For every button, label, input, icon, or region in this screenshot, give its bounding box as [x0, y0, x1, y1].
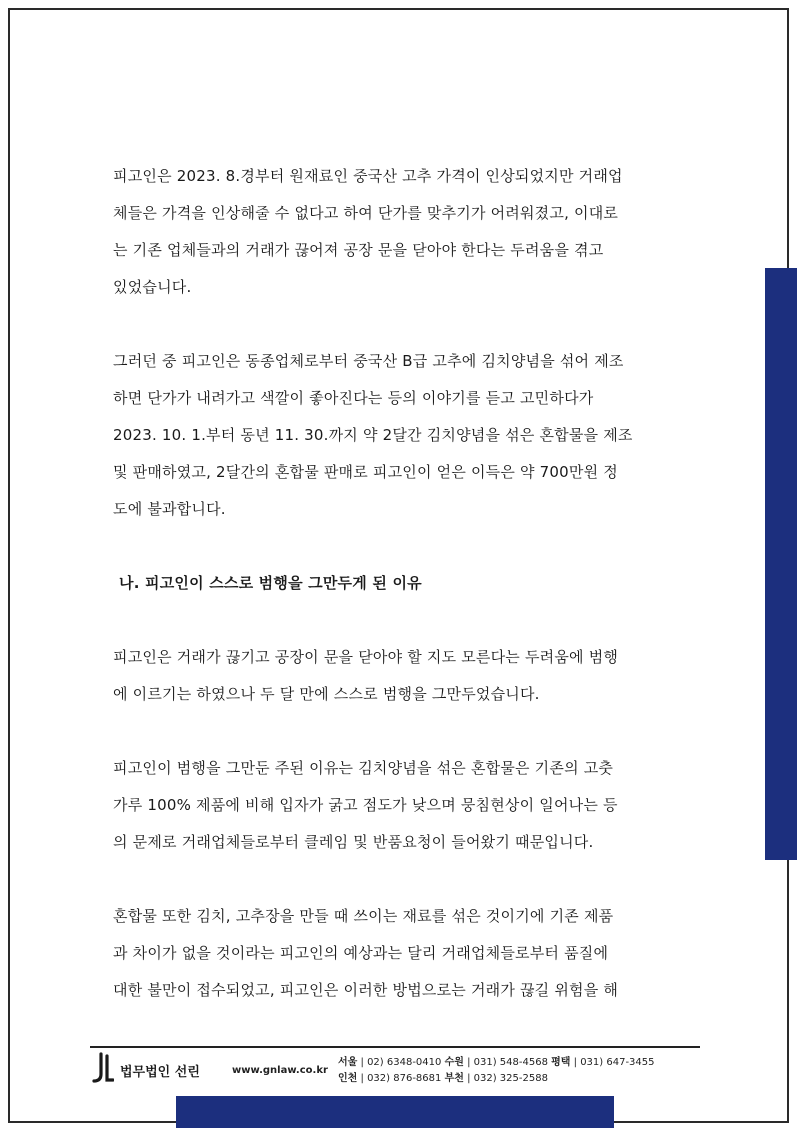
paragraph-line: 혼합물 또한 김치, 고추장을 만들 때 쓰이는 재료를 섞은 것이기에 기존 제품 [113, 907, 614, 925]
office-label: 서울 [338, 1057, 358, 1068]
office-number: 032) 876-8681 [367, 1073, 442, 1084]
office-number: 031) 548-4568 [473, 1057, 548, 1068]
firm-logo-icon [92, 1052, 114, 1084]
office-label: 수원 [444, 1057, 464, 1068]
paragraph-line: 는 기존 업체들과의 거래가 끊어져 공장 문을 닫아야 한다는 두려움을 겪고 [113, 241, 604, 259]
firm-website: www.gnlaw.co.kr [232, 1065, 328, 1076]
paragraph-line: 도에 불과합니다. [113, 500, 226, 518]
footer-rule [90, 1046, 700, 1048]
office-label: 인천 [338, 1073, 358, 1084]
side-accent-bar [765, 268, 797, 860]
document-body [113, 158, 713, 1046]
section-paragraphs [113, 639, 713, 1009]
office-number: 032) 325-2588 [473, 1073, 548, 1084]
section-heading: 나. 피고인이 스스로 범행을 그만두게 된 이유 [119, 574, 422, 592]
paragraph-line: 하면 단가가 내려가고 색깔이 좋아진다는 등의 이야기를 듣고 고민하다가 [113, 389, 594, 407]
letterhead-footer [90, 1046, 700, 1090]
paragraph-line: 체들은 가격을 인상해줄 수 없다고 하여 단가를 맞추기가 어려워졌고, 이대로 [113, 204, 619, 222]
paragraph [113, 898, 713, 1009]
contact-list [338, 1055, 655, 1087]
paragraph-line: 에 이르기는 하였으나 두 달 만에 스스로 범행을 그만두었습니다. [113, 685, 540, 703]
paragraph [113, 639, 713, 713]
paragraph-line: 피고인이 범행을 그만둔 주된 이유는 김치양념을 섞은 혼합물은 기존의 고춧 [113, 759, 614, 777]
paragraph-line: 피고인은 2023. 8.경부터 원재료인 중국산 고추 가격이 인상되었지만 거래업 [113, 167, 623, 185]
office-number: 031) 647-3455 [580, 1057, 655, 1068]
firm-name: 법무법인 선린 [120, 1065, 200, 1080]
paragraph-line: 가루 100% 제품에 비해 입자가 굵고 점도가 낮으며 뭉침현상이 일어나는 등 [113, 796, 618, 814]
paragraph [113, 158, 713, 306]
paragraph-line: 그러던 중 피고인은 동종업체로부터 중국산 B급 고추에 김치양념을 섞어 제조 [113, 352, 624, 370]
bottom-accent-bar [176, 1096, 614, 1128]
paragraph-line: 대한 불만이 접수되었고, 피고인은 이러한 방법으로는 거래가 끊길 위험을 해 [113, 981, 619, 999]
intro-paragraphs [113, 158, 713, 528]
paragraph-line: 과 차이가 없을 것이라는 피고인의 예상과는 달리 거래업체들로부터 품질에 [113, 944, 609, 962]
office-label: 부천 [444, 1073, 464, 1084]
contact-row: 서울 | 02) 6348-0410 수원 | 031) 548-4568 평택 | 031) 647-3455 [338, 1057, 655, 1068]
paragraph-line: 및 판매하였고, 2달간의 혼합물 판매로 피고인이 얻은 이득은 약 700만원 정 [113, 463, 618, 481]
paragraph [113, 750, 713, 861]
paragraph-line: 있었습니다. [113, 278, 192, 296]
paragraph-line: 피고인은 거래가 끊기고 공장이 문을 닫아야 할 지도 모른다는 두려움에 범행 [113, 648, 619, 666]
paragraph-line: 의 문제로 거래업체들로부터 클레임 및 반품요청이 들어왔기 때문입니다. [113, 833, 594, 851]
paragraph [113, 343, 713, 528]
paragraph-line: 2023. 10. 1.부터 동년 11. 30.까지 약 2달간 김치양념을 섞은 혼합물을 제조 [113, 426, 633, 444]
contact-row: 인천 | 032) 876-8681 부천 | 032) 325-2588 [338, 1073, 548, 1084]
office-label: 평택 [551, 1057, 571, 1068]
office-number: 02) 6348-0410 [367, 1057, 442, 1068]
